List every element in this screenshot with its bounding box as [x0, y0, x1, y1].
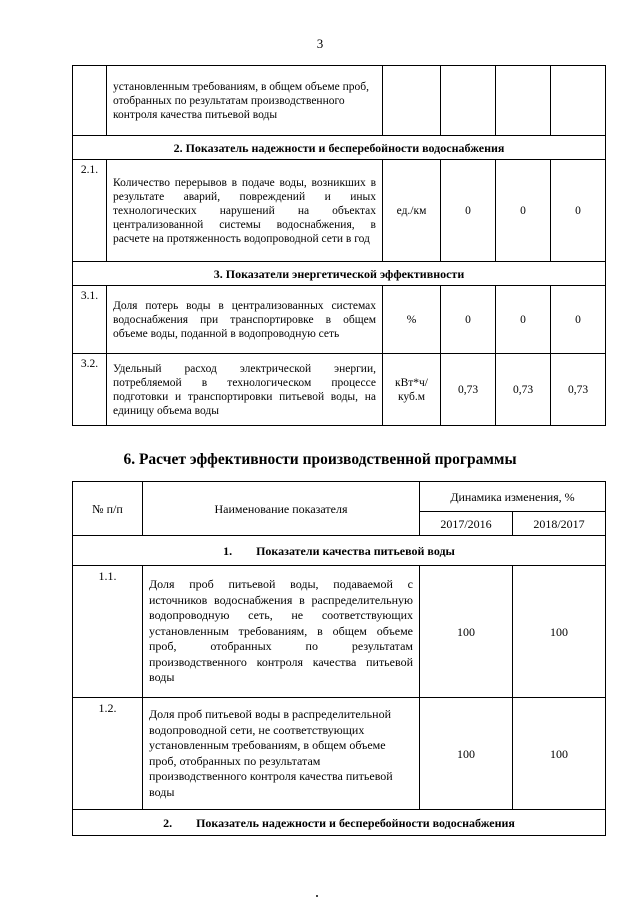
table-row: [73, 160, 606, 262]
value-cell: 100: [513, 566, 606, 698]
indicator-text: Удельный расход электрической энергии, потребляемой в технологическом процессе подготовки и транспортировки питьевой воды, на единицу объема воды: [107, 354, 383, 426]
header-row: [73, 482, 606, 512]
value-cell: 100: [513, 698, 606, 810]
table-row: [73, 566, 606, 698]
section-title: 2. Показатель надежности и бесперебойности водоснабжения: [73, 810, 606, 836]
header-dynamics: Динамика изменения, %: [420, 482, 606, 512]
table-row: [73, 354, 606, 426]
unit-cell: кВт*ч/ куб.м: [383, 354, 441, 426]
row-number: 1.2.: [73, 698, 143, 810]
row-number: 1.1.: [73, 566, 143, 698]
header-name: Наименование показателя: [143, 482, 420, 536]
value-cell: 0,73: [551, 354, 606, 426]
header-year: 2017/2016: [420, 512, 513, 536]
efficiency-table: [72, 481, 606, 836]
section-title: 1. Показатели качества питьевой воды: [73, 536, 606, 566]
value-cell: 0,73: [496, 354, 551, 426]
value-cell: 0: [441, 286, 496, 354]
value-cell: 0: [551, 286, 606, 354]
section-row: [73, 136, 606, 160]
row-number: 3.2.: [73, 354, 107, 426]
unit-cell: [383, 66, 441, 136]
table-row: [73, 698, 606, 810]
row-number: 2.1.: [73, 160, 107, 262]
value-cell: 0: [496, 286, 551, 354]
section-row: [73, 262, 606, 286]
unit-cell: %: [383, 286, 441, 354]
indicator-text: установленным требованиям, в общем объеме проб, отобранных по результатам производственного контроля качества питьевой воды: [107, 66, 383, 136]
value-cell: 0: [441, 160, 496, 262]
section-title: 3. Показатели энергетической эффективности: [73, 262, 606, 286]
header-number: № п/п: [73, 482, 143, 536]
value-cell: 0: [496, 160, 551, 262]
section-row: [73, 536, 606, 566]
value-cell: [496, 66, 551, 136]
value-cell: 0: [551, 160, 606, 262]
scan-dot: [316, 895, 318, 897]
section-title: 2. Показатель надежности и бесперебойности водоснабжения: [73, 136, 606, 160]
value-cell: 0,73: [441, 354, 496, 426]
indicator-text: Количество перерывов в подаче воды, возникших в результате аварий, повреждений и иных технологических нарушений на объектах централизованной системы водоснабжения, в расчете на протяженность водопроводной сети в год: [107, 160, 383, 262]
value-cell: 100: [420, 566, 513, 698]
page-number: 3: [316, 36, 324, 51]
table-row: [73, 66, 606, 136]
indicator-text: Доля проб питьевой воды в распределительной водопроводной сети, не соответствующих установленным требованиям, в общем объеме проб, отобранных по результатам производственного контроля качества питьевой воды: [143, 698, 420, 810]
value-cell: [441, 66, 496, 136]
row-number: [73, 66, 107, 136]
section-heading: 6. Расчет эффективности производственной программы: [123, 451, 517, 468]
table-row: [73, 286, 606, 354]
unit-cell: ед./км: [383, 160, 441, 262]
value-cell: 100: [420, 698, 513, 810]
indicator-text: Доля проб питьевой воды, подаваемой с источников водоснабжения в распределительную водопроводную сеть, не соответствующих установленным требованиям, в общем объеме проб, отобранных по результатам производственного контроля качества питьевой воды: [143, 566, 420, 698]
value-cell: [551, 66, 606, 136]
indicator-text: Доля потерь воды в централизованных системах водоснабжения при транспортировке в общем объеме воды, поданной в водопроводную сеть: [107, 286, 383, 354]
row-number: 3.1.: [73, 286, 107, 354]
section-row: [73, 810, 606, 836]
header-year: 2018/2017: [513, 512, 606, 536]
indicators-table: [72, 65, 606, 426]
